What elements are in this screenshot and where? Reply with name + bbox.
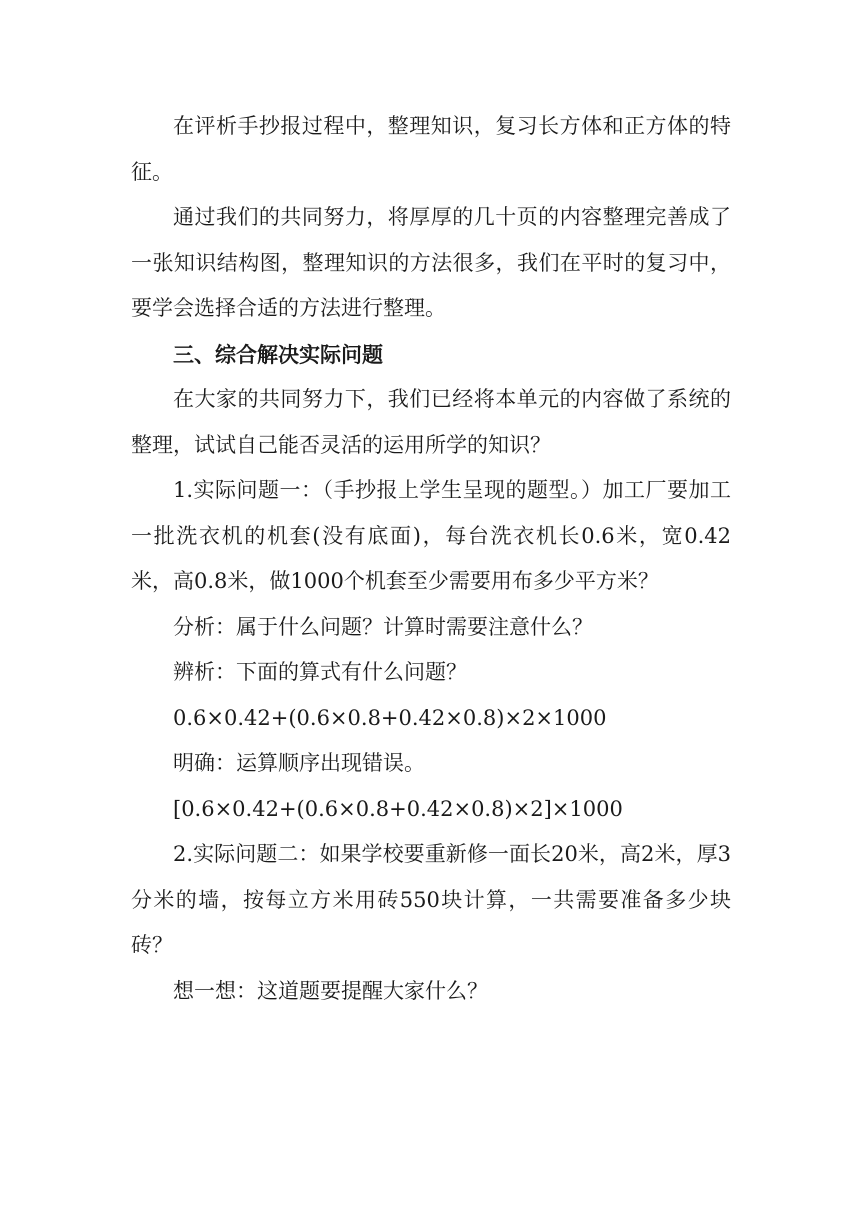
problem-1-correct-formula: [0.6×0.42+(0.6×0.8+0.42×0.8)×2]×1000 <box>173 796 623 821</box>
paragraph-review-features: 在评析手抄报过程中，整理知识，复习长方体和正方体的特征。 <box>131 114 731 184</box>
problem-1-discern: 辨析：下面的算式有什么问题？ <box>173 660 467 684</box>
problem-1-text: 1.实际问题一：（手抄报上学生呈现的题型。）加工厂要加工一批洗衣机的机套(没有底面)，每台洗衣机长0.6米，宽0.42米，高0.8米，做1000个机套至少需要用布多少平方米？ <box>131 478 731 593</box>
paragraph-intro: 在大家的共同努力下，我们已经将本单元的内容做了系统的整理，试试自己能否灵活的运用所学的知识？ <box>131 387 731 457</box>
problem-2-think: 想一想：这道题要提醒大家什么？ <box>173 978 488 1003</box>
problem-1-clarify: 明确：运算顺序出现错误。 <box>173 751 425 775</box>
problem-2-text: 2.实际问题二：如果学校要重新修一面长20米，高2米，厚3分米的墙，按每立方米用砖550块计算，一共需要准备多少块砖？ <box>131 842 731 957</box>
document-body <box>131 104 731 1014</box>
problem-1-wrong-formula: 0.6×0.42+(0.6×0.8+0.42×0.8)×2×1000 <box>173 705 607 730</box>
paragraph-knowledge-structure: 通过我们的共同努力，将厚厚的几十页的内容整理完善成了一张知识结构图，整理知识的方法很多，我们在平时的复习中，要学会选择合适的方法进行整理。 <box>131 205 731 320</box>
problem-1-analysis: 分析：属于什么问题？计算时需要注意什么？ <box>173 614 593 639</box>
section-heading: 三、综合解决实际问题 <box>173 341 383 367</box>
